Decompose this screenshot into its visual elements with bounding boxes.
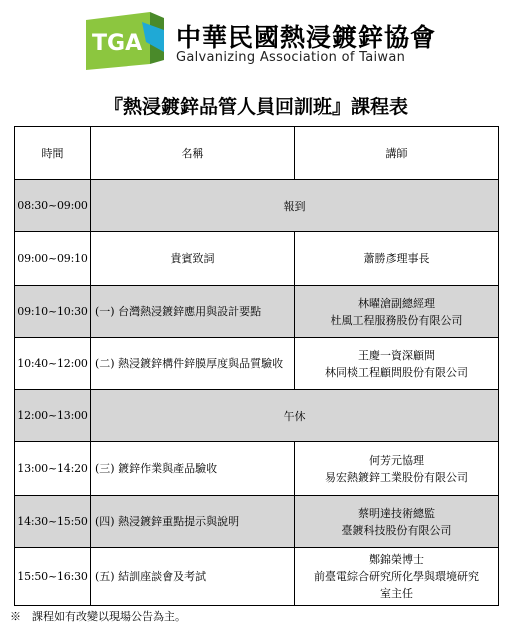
speaker-line: 杜風工程服務股份有限公司: [330, 313, 463, 327]
speaker-line: 易宏熱鍍鋅工業股份有限公司: [325, 470, 468, 484]
row-topic: 貴賓致詞: [91, 232, 295, 286]
table-row: [15, 442, 499, 496]
speaker-line: 鄭錦榮博士: [369, 553, 424, 566]
speaker-line: 臺鍍科技股份有限公司: [341, 523, 452, 537]
table-row: [15, 390, 499, 442]
row-topic: (三) 鍍鋅作業與產品驗收: [91, 442, 295, 496]
row-speaker: [295, 232, 499, 286]
association-logo: [80, 12, 437, 72]
row-span-label: 報到: [91, 180, 499, 232]
row-time: 13:00~14:20: [15, 442, 91, 496]
row-topic: (一) 台灣熱浸鍍鋅應用與設計要點: [91, 286, 295, 338]
speaker-line: 何芳元協理: [369, 453, 424, 467]
header-topic: 名稱: [91, 127, 295, 180]
row-speaker: [295, 442, 499, 496]
tga-logo-icon: [80, 12, 168, 70]
table-header-row: [15, 127, 499, 180]
speaker-line: 蕭勝彥理事長: [363, 252, 430, 265]
speaker-line: 室主任: [380, 587, 413, 600]
row-speaker: [295, 286, 499, 338]
association-name-cn: 中華民國熱浸鍍鋅協會: [176, 23, 437, 52]
footnote: ※ 課程如有改變以現場公告為主。: [10, 610, 186, 623]
table-row: [15, 496, 499, 548]
row-span-label: 午休: [91, 390, 499, 442]
table-row: [15, 232, 499, 286]
speaker-line: 蔡明達技術總監: [358, 506, 435, 520]
row-time: 10:40~12:00: [15, 338, 91, 390]
row-time: 09:10~10:30: [15, 286, 91, 338]
row-topic: (四) 熱浸鍍鋅重點提示與說明: [91, 496, 295, 548]
speaker-line: 前臺電綜合研究所化學與環境研究: [314, 570, 479, 583]
header-speaker: 講師: [295, 127, 499, 180]
association-name-en: Galvanizing Association of Taiwan: [176, 50, 406, 65]
row-time: 15:50~16:30: [15, 548, 91, 606]
row-speaker: [295, 548, 499, 606]
row-time: 09:00~09:10: [15, 232, 91, 286]
speaker-line: 林同棪工程顧問股份有限公司: [325, 365, 468, 379]
header-time: 時間: [15, 127, 91, 180]
row-topic: (五) 結訓座談會及考試: [91, 548, 295, 606]
speaker-line: 林曜滄副總經理: [358, 296, 435, 310]
row-time: 08:30~09:00: [15, 180, 91, 232]
row-topic: (二) 熱浸鍍鋅構件鋅膜厚度與品質驗收: [91, 338, 295, 390]
schedule-table: [14, 126, 499, 606]
speaker-line: 王慶一資深顧問: [358, 348, 435, 362]
table-row: [15, 338, 499, 390]
row-speaker: [295, 338, 499, 390]
table-row: [15, 548, 499, 606]
table-row: [15, 180, 499, 232]
logo-mark-text: TGA: [92, 31, 143, 56]
row-time: 14:30~15:50: [15, 496, 91, 548]
page-title: 『熱浸鍍鋅品管人員回訓班』課程表: [103, 96, 408, 118]
table-row: [15, 286, 499, 338]
row-speaker: [295, 496, 499, 548]
row-time: 12:00~13:00: [15, 390, 91, 442]
